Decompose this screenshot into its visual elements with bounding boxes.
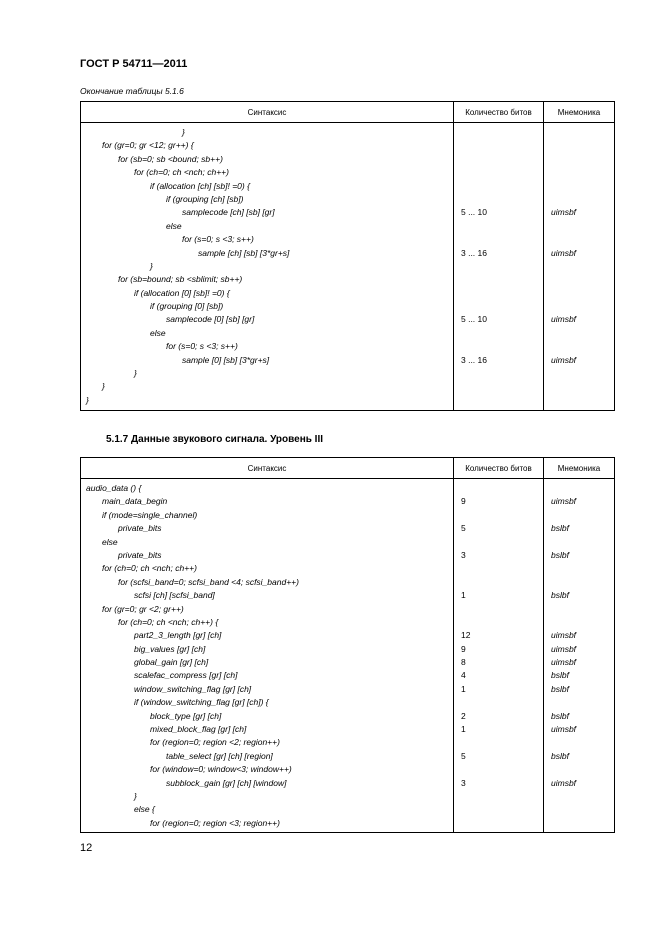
column-header-bits: Количество битов xyxy=(454,458,544,479)
mnemonic-value xyxy=(544,817,614,830)
syntax-line: private_bits xyxy=(118,523,162,534)
syntax-line: global_gain [gr] [ch] xyxy=(134,657,209,668)
mnemonic-value: uimsbf xyxy=(551,207,577,218)
mnemonic-value: uimsbf xyxy=(551,496,577,507)
syntax-line: if (grouping [0] [sb]) xyxy=(150,301,224,312)
bits-value: 9 xyxy=(461,496,466,507)
syntax-line: if (mode=single_channel) xyxy=(102,509,198,520)
bits-value: 1 xyxy=(461,590,466,601)
bits-value: 2 xyxy=(461,710,466,721)
syntax-line: } xyxy=(86,394,89,405)
mnemonic-value: bslbf xyxy=(551,590,569,601)
mnemonic-value xyxy=(544,367,614,380)
bits-value: 8 xyxy=(461,657,466,668)
syntax-line: for (ch=0; ch <nch; ch++) xyxy=(134,167,229,178)
bits-value: 12 xyxy=(461,630,471,641)
syntax-table-5-1-7 xyxy=(80,457,615,833)
bits-value xyxy=(454,394,543,407)
bits-value xyxy=(454,482,543,495)
bits-value xyxy=(454,327,543,340)
syntax-line: if (allocation [0] [sb]! =0) { xyxy=(134,287,230,298)
mnemonic-value xyxy=(544,616,614,629)
syntax-line: scfsi [ch] [scfsi_band] xyxy=(134,590,215,601)
mnemonic-value xyxy=(544,126,614,139)
syntax-line: for (region=0; region <2; region++) xyxy=(150,737,280,748)
bits-value xyxy=(454,220,543,233)
bits-value xyxy=(454,696,543,709)
syntax-line: table_select [gr] [ch] [region] xyxy=(166,750,273,761)
section-title: 5.1.7 Данные звукового сигнала. Уровень III xyxy=(106,434,324,445)
mnemonic-value: uimsbf xyxy=(551,630,577,641)
bits-value xyxy=(454,139,543,152)
mnemonic-value xyxy=(544,696,614,709)
mnemonic-value: uimsbf xyxy=(551,724,577,735)
syntax-line: subblock_gain [gr] [ch] [window] xyxy=(166,777,287,788)
syntax-line: for (ch=0; ch <nch; ch++) xyxy=(102,563,197,574)
mnemonic-value xyxy=(544,763,614,776)
mnemonic-value xyxy=(544,166,614,179)
mnemonic-value xyxy=(544,562,614,575)
mnemonic-value: uimsbf xyxy=(551,247,577,258)
bits-value xyxy=(454,603,543,616)
bits-value: 5 ... 10 xyxy=(461,314,487,325)
syntax-line: } xyxy=(102,381,105,392)
syntax-line: block_type [gr] [ch] xyxy=(150,710,222,721)
syntax-line: if (allocation [ch] [sb]! =0) { xyxy=(150,180,250,191)
mnemonic-value: bslbf xyxy=(551,710,569,721)
bits-column xyxy=(454,126,543,407)
syntax-line: } xyxy=(134,368,137,379)
mnemonic-value xyxy=(544,380,614,393)
mnemonic-value xyxy=(544,153,614,166)
syntax-line: if (window_switching_flag [gr] [ch]) { xyxy=(134,697,269,708)
mnemonic-value xyxy=(544,790,614,803)
column-header-mnemonic: Мнемоника xyxy=(544,102,615,123)
bits-value xyxy=(454,790,543,803)
syntax-column xyxy=(81,126,453,407)
syntax-line: for (sb=bound; sb <sblimit; sb++) xyxy=(118,274,243,285)
syntax-line: private_bits xyxy=(118,549,162,560)
mnemonic-value xyxy=(544,482,614,495)
syntax-line: else xyxy=(166,220,182,231)
syntax-line: else xyxy=(102,536,118,547)
syntax-line: for (window=0; window<3; window++) xyxy=(150,764,292,775)
syntax-line: for (region=0; region <3; region++) xyxy=(150,817,280,828)
bits-value xyxy=(454,736,543,749)
mnemonic-value: uimsbf xyxy=(551,354,577,365)
mnemonic-column xyxy=(544,482,614,830)
mnemonic-value xyxy=(544,300,614,313)
table-header-row xyxy=(81,458,615,479)
mnemonic-value xyxy=(544,193,614,206)
column-header-syntax: Синтаксис xyxy=(81,458,454,479)
bits-value: 1 xyxy=(461,683,466,694)
document-header: ГОСТ Р 54711—2011 xyxy=(80,58,188,70)
syntax-line: for (gr=0; gr <2; gr++) xyxy=(102,603,184,614)
bits-value: 9 xyxy=(461,643,466,654)
column-header-bits: Количество битов xyxy=(454,102,544,123)
syntax-line: } xyxy=(150,260,153,271)
bits-value: 5 xyxy=(461,523,466,534)
syntax-line: if (grouping [ch] [sb]) xyxy=(166,193,244,204)
bits-value xyxy=(454,763,543,776)
mnemonic-value xyxy=(544,273,614,286)
syntax-column xyxy=(81,482,453,830)
mnemonic-value xyxy=(544,260,614,273)
mnemonic-value: uimsbf xyxy=(551,643,577,654)
syntax-table-5-1-6-end xyxy=(80,101,615,411)
bits-value xyxy=(454,180,543,193)
mnemonic-value xyxy=(544,327,614,340)
syntax-line: window_switching_flag [gr] [ch] xyxy=(134,683,252,694)
bits-value xyxy=(454,817,543,830)
mnemonic-value xyxy=(544,509,614,522)
mnemonic-value: uimsbf xyxy=(551,657,577,668)
table-body-row xyxy=(81,479,615,833)
bits-value xyxy=(454,536,543,549)
syntax-line: } xyxy=(182,127,185,137)
mnemonic-value xyxy=(544,180,614,193)
mnemonic-value xyxy=(544,220,614,233)
mnemonic-value xyxy=(544,287,614,300)
bits-value: 3 xyxy=(461,549,466,560)
mnemonic-value xyxy=(544,603,614,616)
bits-value xyxy=(454,166,543,179)
mnemonic-column xyxy=(544,126,614,407)
bits-value xyxy=(454,193,543,206)
mnemonic-value: uimsbf xyxy=(551,314,577,325)
syntax-line: scalefac_compress [gr] [ch] xyxy=(134,670,238,681)
syntax-line: for (gr=0; gr <12; gr++) { xyxy=(102,140,194,151)
bits-value xyxy=(454,153,543,166)
syntax-line: part2_3_length [gr] [ch] xyxy=(134,630,222,641)
bits-value xyxy=(454,126,543,139)
mnemonic-value xyxy=(544,139,614,152)
column-header-mnemonic: Мнемоника xyxy=(544,458,615,479)
table-caption: Окончание таблицы 5.1.6 xyxy=(80,86,184,96)
mnemonic-value: bslbf xyxy=(551,523,569,534)
mnemonic-value: bslbf xyxy=(551,549,569,560)
table-header-row xyxy=(81,102,615,123)
bits-value xyxy=(454,380,543,393)
mnemonic-value xyxy=(544,803,614,816)
bits-value xyxy=(454,300,543,313)
syntax-line: for (sb=0; sb <bound; sb++) xyxy=(118,153,223,164)
bits-value xyxy=(454,509,543,522)
bits-value: 5 ... 10 xyxy=(461,207,487,218)
mnemonic-value xyxy=(544,536,614,549)
bits-value xyxy=(454,273,543,286)
mnemonic-value: bslbf xyxy=(551,670,569,681)
bits-value: 4 xyxy=(461,670,466,681)
page-number: 12 xyxy=(80,842,93,854)
mnemonic-value xyxy=(544,576,614,589)
mnemonic-value xyxy=(544,233,614,246)
syntax-line: sample [ch] [sb] [3*gr+s] xyxy=(198,247,290,258)
syntax-line: sample [0] [sb] [3*gr+s] xyxy=(182,354,270,365)
syntax-line: samplecode [0] [sb] [gr] xyxy=(166,314,255,325)
bits-value xyxy=(454,287,543,300)
syntax-line: for (ch=0; ch <nch; ch++) { xyxy=(118,616,219,627)
bits-value xyxy=(454,340,543,353)
syntax-line: samplecode [ch] [sb] [gr] xyxy=(182,207,275,218)
mnemonic-value xyxy=(544,340,614,353)
bits-value: 3 ... 16 xyxy=(461,354,487,365)
mnemonic-value: bslbf xyxy=(551,683,569,694)
mnemonic-value xyxy=(544,736,614,749)
bits-column xyxy=(454,482,543,830)
bits-value: 3 ... 16 xyxy=(461,247,487,258)
syntax-line: main_data_begin xyxy=(102,496,168,507)
bits-value xyxy=(454,260,543,273)
mnemonic-value: uimsbf xyxy=(551,777,577,788)
bits-value xyxy=(454,803,543,816)
bits-value: 3 xyxy=(461,777,466,788)
bits-value xyxy=(454,367,543,380)
mnemonic-value xyxy=(544,394,614,407)
syntax-line: mixed_block_flag [gr] [ch] xyxy=(150,724,247,735)
syntax-line: } xyxy=(134,790,137,801)
bits-value: 5 xyxy=(461,750,466,761)
bits-value: 1 xyxy=(461,724,466,735)
table-body-row xyxy=(81,123,615,411)
syntax-line: for (s=0; s <3; s++) xyxy=(182,234,254,245)
column-header-syntax: Синтаксис xyxy=(81,102,454,123)
syntax-line: for (s=0; s <3; s++) xyxy=(166,341,238,352)
bits-value xyxy=(454,616,543,629)
syntax-line: audio_data () { xyxy=(86,483,142,493)
bits-value xyxy=(454,562,543,575)
bits-value xyxy=(454,576,543,589)
syntax-line: big_values [gr] [ch] xyxy=(134,643,206,654)
syntax-line: else { xyxy=(134,804,155,815)
bits-value xyxy=(454,233,543,246)
syntax-line: else xyxy=(150,327,166,338)
syntax-line: for (scfsi_band=0; scfsi_band <4; scfsi_band++) xyxy=(118,576,299,587)
mnemonic-value: bslbf xyxy=(551,750,569,761)
